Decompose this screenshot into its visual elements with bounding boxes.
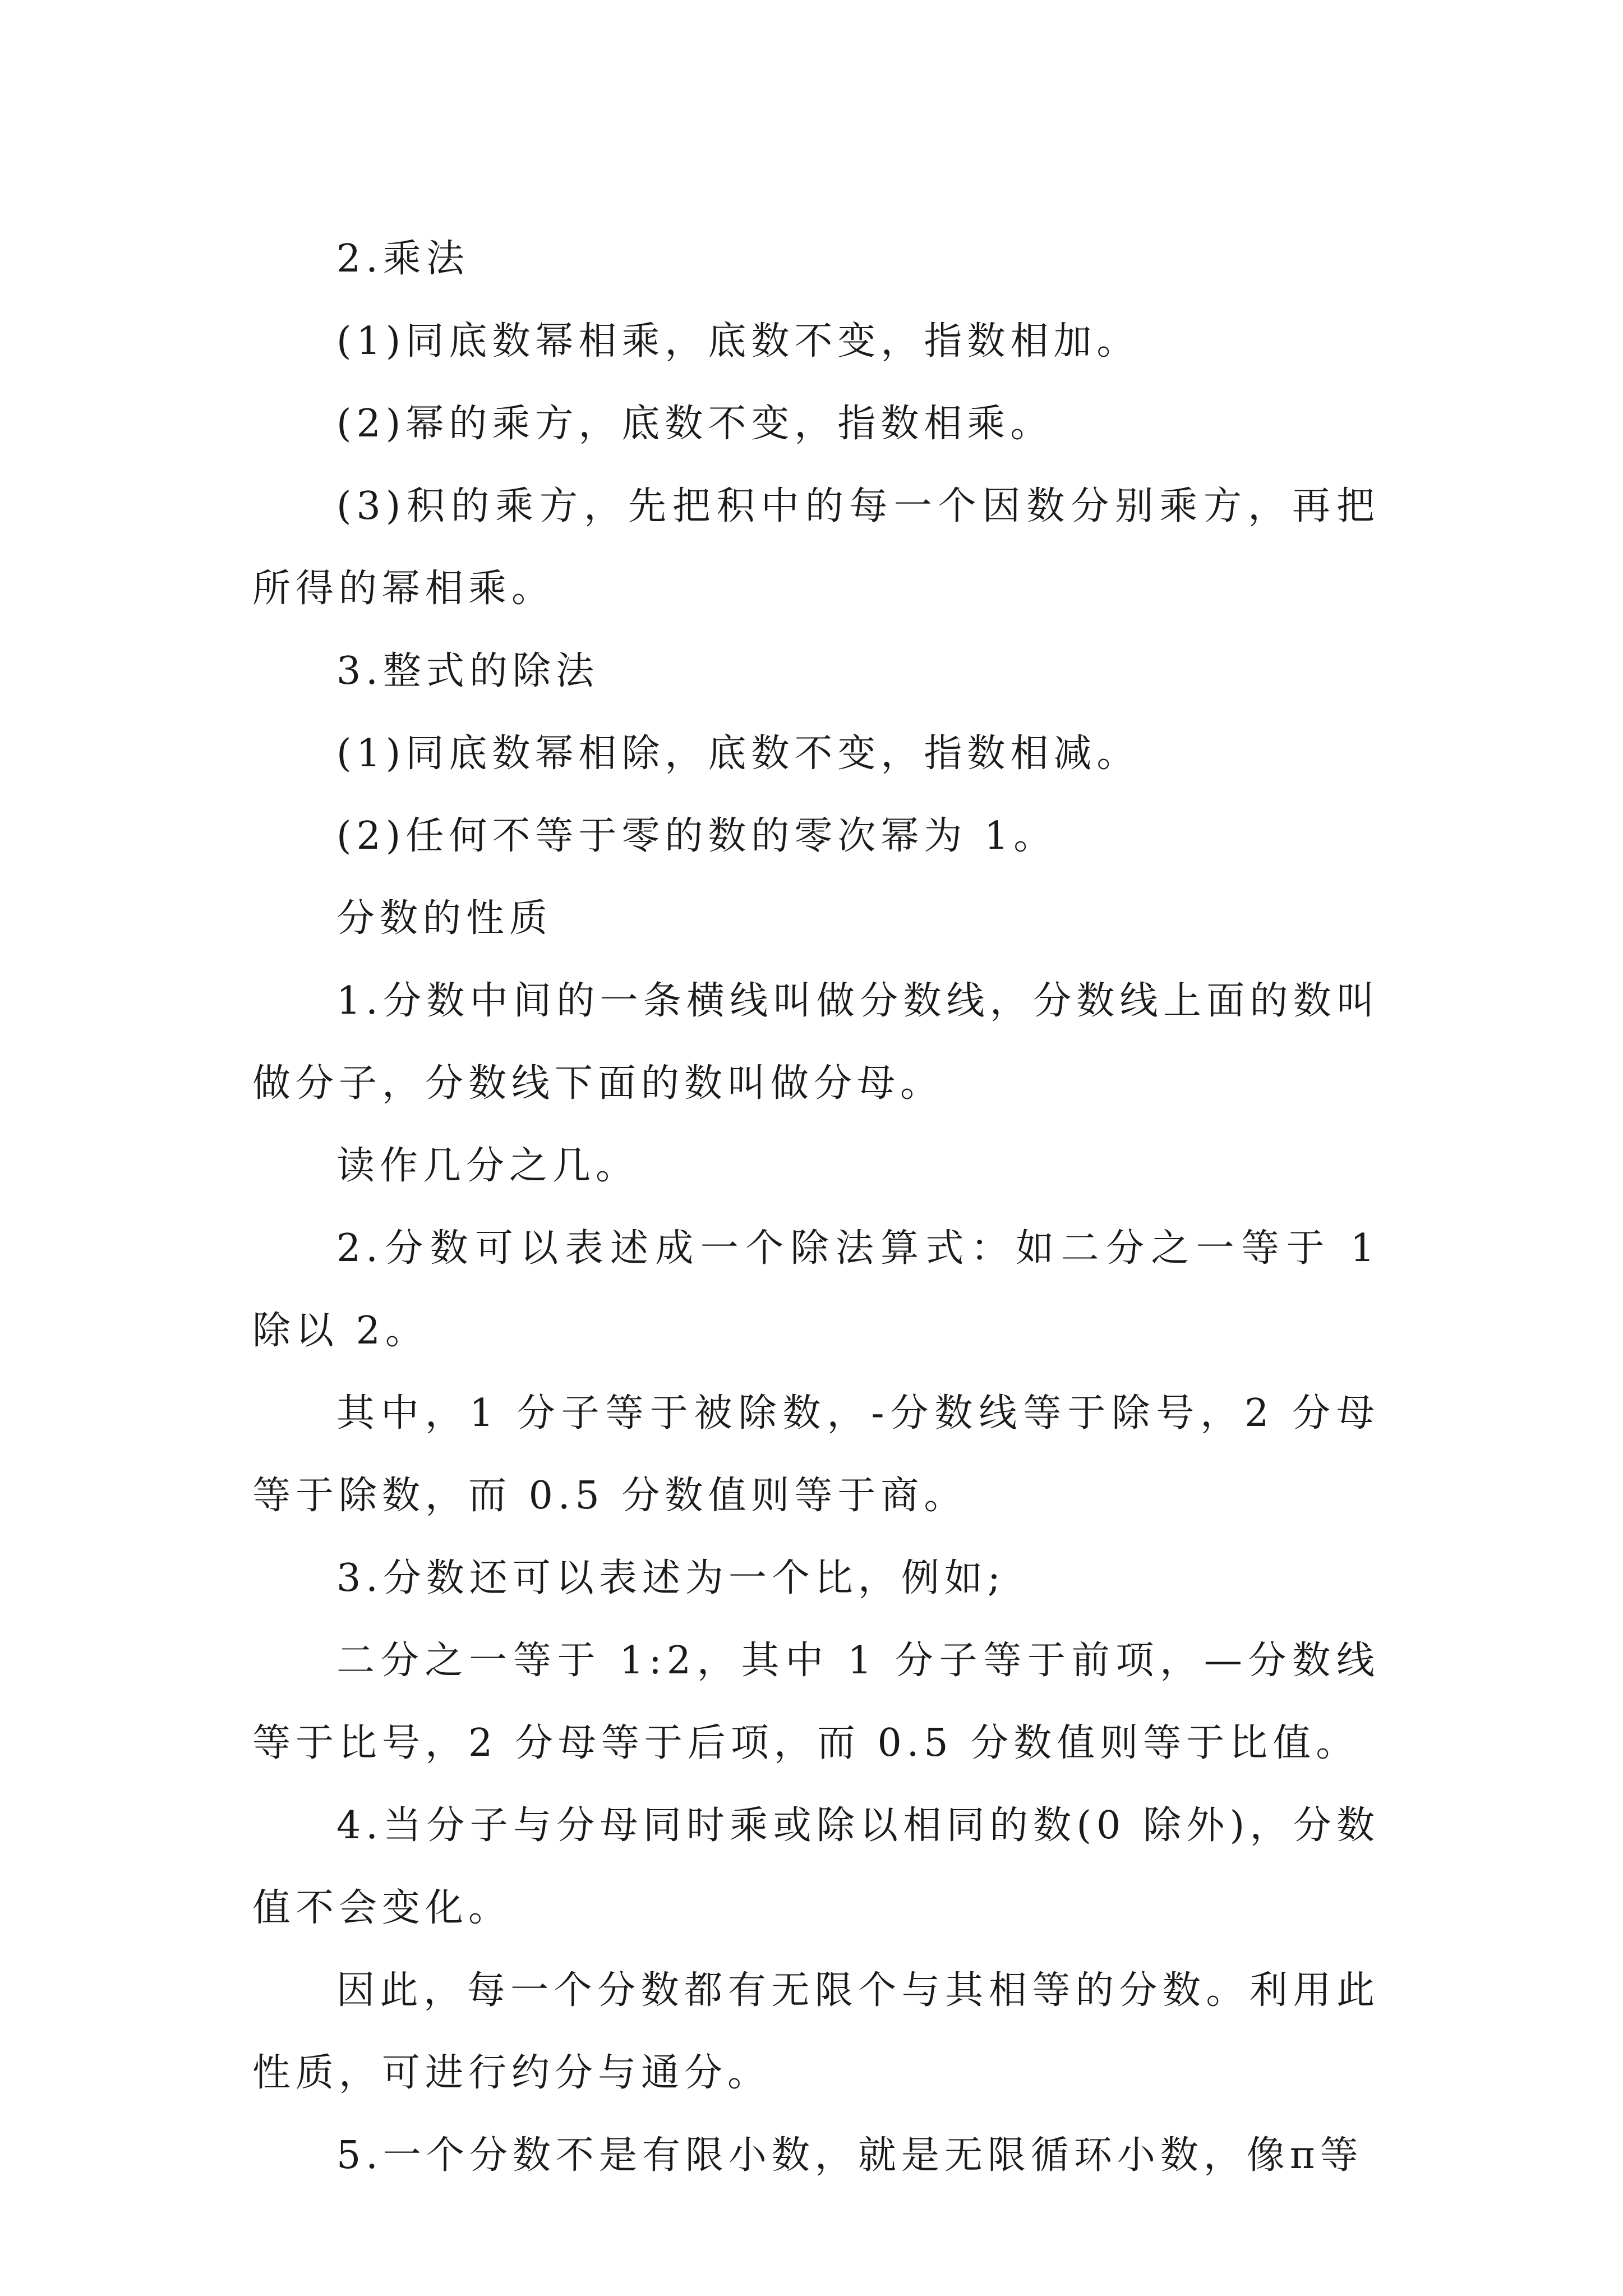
paragraph-division-rule-1: (1)同底数幂相除，底数不变，指数相减。 xyxy=(336,731,1140,776)
paragraph-fraction-reading: 读作几分之几。 xyxy=(336,1144,639,1188)
paragraph-fraction-5: 5.一个分数不是有限小数，就是无限循环小数，像π等 xyxy=(336,2133,1363,2178)
paragraph-fraction-4: 4.当分子与分母同时乘或除以相同的数(0 除外)，分数值不会变化。 xyxy=(252,1803,1380,1930)
paragraph-fraction-2-detail: 其中，1 分子等于被除数，-分数线等于除号，2 分母等于除数，而 0.5 分数值则等于商。 xyxy=(252,1391,1380,1518)
paragraph-rule-3: (3)积的乘方，先把积中的每一个因数分别乘方，再把所得的幂相乘。 xyxy=(252,484,1380,611)
paragraph-fraction-3-detail: 二分之一等于 1:2，其中 1 分子等于前项，—分数线等于比号，2 分母等于后项，而 0.5 分数值则等于比值。 xyxy=(252,1639,1380,1765)
section-heading-division: 3.整式的除法 xyxy=(336,649,599,693)
paragraph-fraction-4-detail: 因此，每一个分数都有无限个与其相等的分数。利用此性质，可进行约分与通分。 xyxy=(252,1968,1380,2095)
document-body xyxy=(252,218,1380,2197)
paragraph-rule-2: (2)幂的乘方，底数不变，指数相乘。 xyxy=(336,402,1054,446)
paragraph-fraction-2: 2.分数可以表述成一个除法算式：如二分之一等于 1 除以 2。 xyxy=(252,1226,1380,1353)
paragraph-rule-1: (1)同底数幂相乘，底数不变，指数相加。 xyxy=(336,319,1140,364)
paragraph-fraction-1: 1.分数中间的一条横线叫做分数线，分数线上面的数叫做分子，分数线下面的数叫做分母。 xyxy=(252,979,1380,1106)
section-heading-multiplication: 2.乘法 xyxy=(336,237,469,281)
section-heading-fraction-properties: 分数的性质 xyxy=(336,896,553,941)
paragraph-fraction-3: 3.分数还可以表述为一个比，例如; xyxy=(336,1556,1006,1600)
paragraph-division-rule-2: (2)任何不等于零的数的零次幂为 1。 xyxy=(336,814,1057,858)
